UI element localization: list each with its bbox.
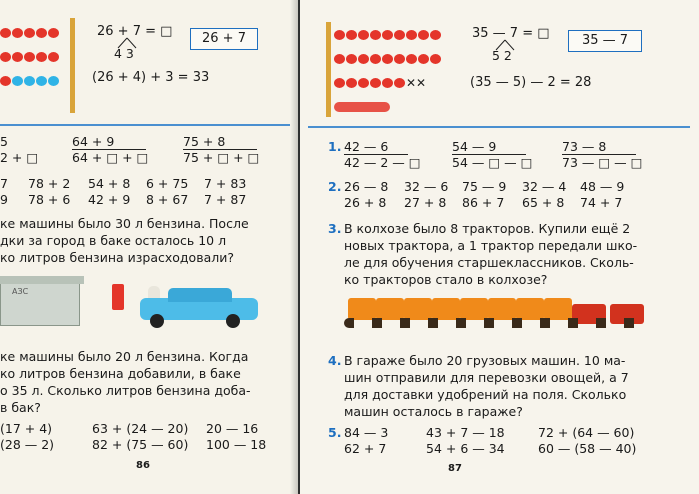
- ex-item: 54 + 6 — 34: [426, 441, 505, 456]
- ex-item: 82 + (75 — 60): [92, 437, 189, 452]
- exercise-number: 4.: [328, 353, 342, 368]
- ex-item: 64 + □ + □: [72, 150, 149, 165]
- ex-item: 2 + □: [0, 150, 39, 165]
- ex-item: 72 + (64 — 60): [538, 425, 635, 440]
- page-number: 87: [448, 463, 462, 474]
- ex-item: 7 + 87: [204, 192, 247, 207]
- ex-item: 7 + 83: [204, 176, 247, 191]
- ex-item: 5: [0, 134, 8, 149]
- problem-text-line: машин осталось в гараже?: [344, 404, 523, 419]
- ex-item: 75 + □ + □: [183, 150, 260, 165]
- problem-text-line: в бак?: [0, 400, 41, 415]
- problem-text-line: ко тракторов стало в колхозе?: [344, 272, 548, 287]
- problem-text-line: ке машины было 20 л бензина. Когда: [0, 349, 249, 364]
- azs-sign: АЗС: [12, 287, 29, 296]
- ex-item: 32 — 6: [404, 179, 449, 194]
- ex-item: 26 — 8: [344, 179, 389, 194]
- ex-item: 75 + 8: [183, 134, 257, 150]
- ex-item: 78 + 2: [28, 176, 71, 191]
- ex-item: 74 + 7: [580, 195, 623, 210]
- section-divider: [0, 124, 290, 126]
- abacus-left: [0, 18, 80, 113]
- ex-item: 75 — 9: [462, 179, 507, 194]
- ex-item: 63 + (24 — 20): [92, 421, 189, 436]
- exercise-number: 2.: [328, 179, 342, 194]
- ex-item: 20 — 16: [206, 421, 259, 436]
- ex-item: 26 + 8: [344, 195, 387, 210]
- problem-text-line: ко литров бензина израсходовали?: [0, 250, 234, 265]
- left-page: [0, 0, 298, 494]
- ex-item: 54 — 9: [452, 139, 526, 155]
- ex-item: (17 + 4): [0, 421, 53, 436]
- ex-item: 48 — 9: [580, 179, 625, 194]
- ex-item: 62 + 7: [344, 441, 387, 456]
- ex-item: (28 — 2): [0, 437, 55, 452]
- ex-item: 8 + 67: [146, 192, 189, 207]
- ex-item: 73 — □ — □: [562, 155, 643, 170]
- ex-item: 9: [0, 192, 8, 207]
- header-explanation: (35 — 5) — 2 = 28: [470, 75, 592, 90]
- right-page: [300, 0, 699, 494]
- ex-item: 100 — 18: [206, 437, 267, 452]
- ex-item: 42 + 9: [88, 192, 131, 207]
- header-split: 5 2: [492, 48, 512, 63]
- header-explanation: (26 + 4) + 3 = 33: [92, 70, 210, 85]
- header-equation: 35 — 7 = □: [472, 26, 550, 41]
- ex-item: 78 + 6: [28, 192, 71, 207]
- page-number: 86: [136, 460, 150, 471]
- problem-text-line: ле для обучения старшеклассников. Сколь-: [344, 255, 634, 270]
- problem-text-line: В гараже было 20 грузовых машин. 10 ма-: [344, 353, 626, 368]
- problem-text-line: о 35 л. Сколько литров бензина доба-: [0, 383, 251, 398]
- ex-item: 27 + 8: [404, 195, 447, 210]
- ex-item: 65 + 8: [522, 195, 565, 210]
- problem-text-line: новых трактора, а 1 трактор передали шко-: [344, 238, 638, 253]
- header-box: [190, 28, 258, 50]
- ex-item: 84 — 3: [344, 425, 389, 440]
- ex-item: 42 — 6: [344, 139, 408, 155]
- tractors-illustration: [344, 290, 644, 334]
- ex-item: 32 — 4: [522, 179, 567, 194]
- header-split: 4 3: [114, 46, 134, 61]
- header-equation: 26 + 7 = □: [97, 24, 173, 39]
- problem-text-line: ко литров бензина добавили, в баке: [0, 366, 241, 381]
- problem-text-line: дки за город в баке осталось 10 л: [0, 233, 227, 248]
- header-box-text: 35 — 7: [581, 33, 629, 48]
- exercise-number: 3.: [328, 221, 342, 236]
- header-box: [568, 30, 642, 52]
- ex-item: 42 — 2 — □: [344, 155, 421, 170]
- problem-text-line: ке машины было 30 л бензина. После: [0, 216, 249, 231]
- ex-item: 54 — □ — □: [452, 155, 533, 170]
- crossed-beads: ✕✕: [406, 76, 427, 90]
- header-box-text: 26 + 7: [202, 31, 246, 46]
- ex-item: 64 + 9: [72, 134, 146, 150]
- exercise-number: 5.: [328, 425, 342, 440]
- gas-station-illustration: [0, 272, 290, 340]
- ex-item: 54 + 8: [88, 176, 131, 191]
- section-divider: [308, 126, 690, 128]
- ex-item: 6 + 75: [146, 176, 189, 191]
- abacus-right: [326, 22, 441, 117]
- exercise-number: 1.: [328, 139, 342, 154]
- problem-text-line: шин отправили для перевозки овощей, а 7: [344, 370, 629, 385]
- ex-item: 86 + 7: [462, 195, 505, 210]
- ex-item: 43 + 7 — 18: [426, 425, 505, 440]
- problem-text-line: для доставки удобрений на поля. Сколько: [344, 387, 627, 402]
- ex-item: 73 — 8: [562, 139, 636, 155]
- ex-item: 60 — (58 — 40): [538, 441, 637, 456]
- problem-text-line: В колхозе было 8 тракторов. Купили ещё 2: [344, 221, 631, 236]
- ex-item: 7: [0, 176, 8, 191]
